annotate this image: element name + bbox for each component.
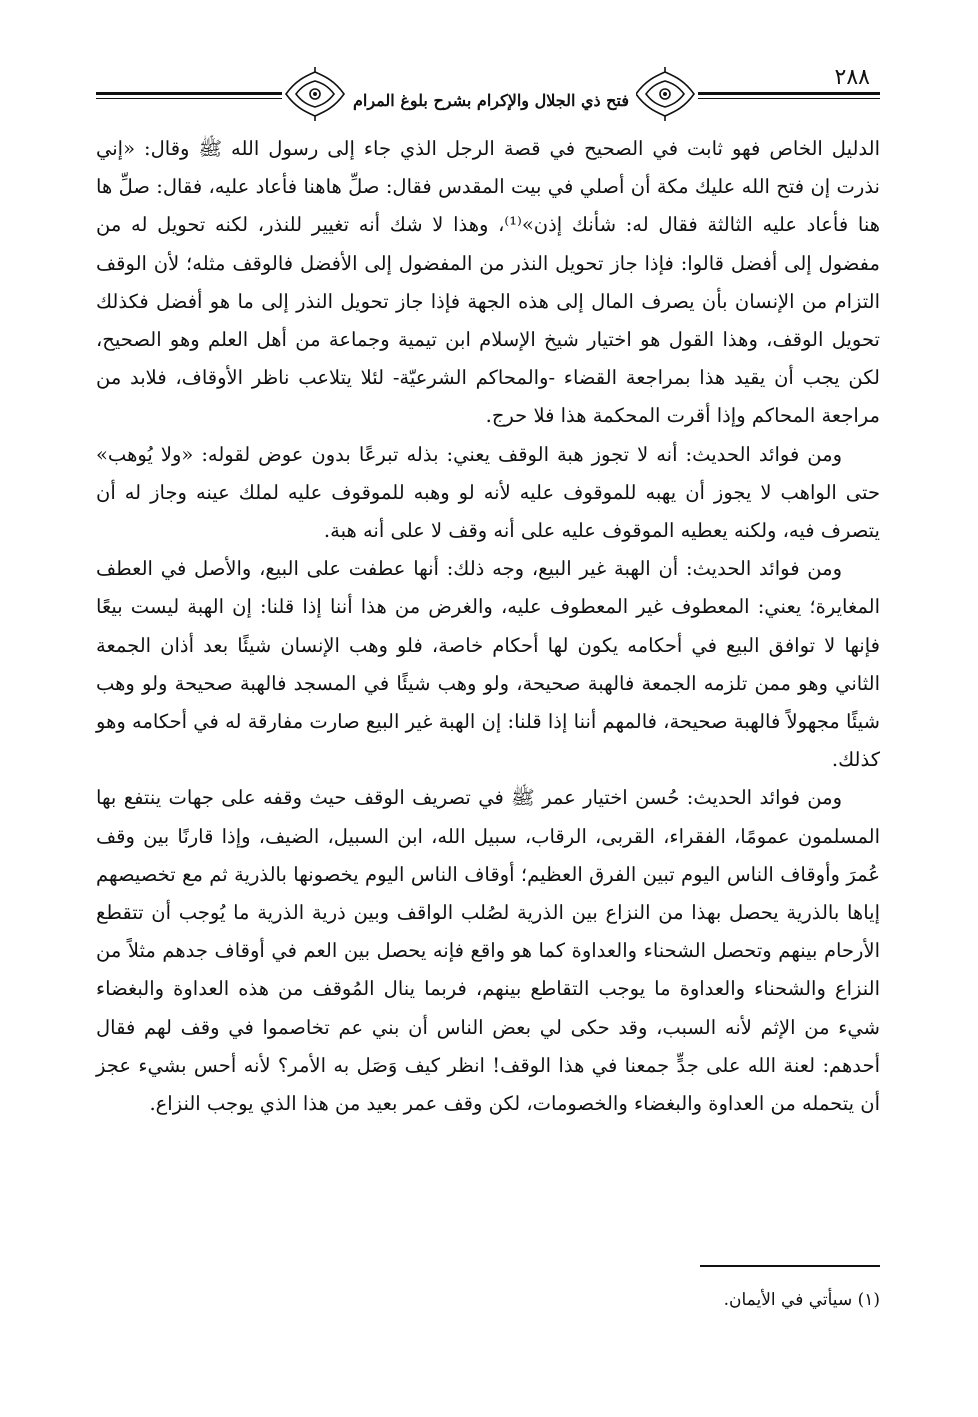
footnote: (١) سيأتي في الأيمان. bbox=[723, 1290, 880, 1310]
ornament-left-icon bbox=[282, 66, 348, 122]
main-text bbox=[96, 130, 880, 1123]
paragraph-2: ومن فوائد الحديث: أنه لا تجوز هبة الوقف يعني: بذله تبرعًا بدون عوض لقوله: «ولا يُوهب» حتى الواهب لا يجوز أن يهبه للموقوف عليه لأنه لو وهبه للموقوف عليه لملك عينه وجاز له أن يتصرف فيه، ولكنه يعطيه الموقوف عليه على أنه وقف لا على أنه هبة. bbox=[96, 442, 880, 543]
page-number: ٢٨٨ bbox=[829, 64, 876, 92]
footnote-divider bbox=[700, 1265, 880, 1267]
ornament-right-icon bbox=[632, 66, 698, 122]
paragraph-4: ومن فوائد الحديث: حُسن اختيار عمر ﷺ في تصريف الوقف حيث وقفه على جهات ينتفع بها المسلمون عمومًا، الفقراء، القربى، الرقاب، سبيل الله، ابن السبيل، الضيف، وإذا قارنًا بين وقف عُمرَ وأوقاف الناس اليوم تبين الفرق العظيم؛ أوقاف الناس اليوم يخصونها بالذرية ثم مع تخصيصهم إياها بالذرية يحصل بهذا من النزاع بين الذرية لصُلب الواقف وبين ذرية الذرية ما يُوجب أن تتقطع الأرحام بينهم وتحصل الشحناء والعداوة كما هو واقع فإنه يحصل بين العم في أوقاف جدهم مثلاً من النزاع والشحناء والعداوة ما يوجب التقاطع بينهم، فربما ينال المُوقف من هذه العداوة والبغضاء شيء من الإثم لأنه السبب، وقد حكى لي بعض الناس أن بني عم تخاصموا في وقف لهم فقال أحدهم: لعنة الله على جدٍّ جمعنا في هذا الوقف! انظر كيف وَصَل به الأمر؟ لأنه أحس بشيء عجز أن يتحمله من العداوة والبغضاء والخصومات، لكن وقف عمر بعيد من هذا الذي يوجب النزاع. bbox=[96, 786, 880, 1116]
paragraph-3: ومن فوائد الحديث: أن الهبة غير البيع، وجه ذلك: أنها عطفت على البيع، والأصل في العطف المغايرة؛ يعني: المعطوف غير المعطوف عليه، والغرض من هذا أننا إذا قلنا: إن الهبة ليست بيعًا فإنها لا توافق البيع في أحكامه يكون لها أحكام خاصة، فلو وهب الإنسان شيئًا بعد أذان الجمعة الثاني وهو ممن تلزمه الجمعة فالهبة صحيحة، ولو وهب شيئًا في المسجد فالهبة صحيحة ولو وهب شيئًا مجهولاً فالهبة صحيحة، فالمهم أننا إذا قلنا: إن الهبة غير البيع صارت مفارقة له في أحكامه وهو كذلك. bbox=[96, 557, 880, 772]
book-title: فتح ذي الجلال والإكرام بشرح بلوغ المرام bbox=[346, 90, 636, 112]
page-header bbox=[96, 60, 880, 126]
paragraph-1: الدليل الخاص فهو ثابت في الصحيح في قصة الرجل الذي جاء إلى رسول الله ﷺ وقال: «إني نذرت إن فتح الله عليك مكة أن أصلي في بيت المقدس فقال: صلِّ هاهنا فأعاد عليه، فقال: صلِّ ها هنا فأعاد عليه الثالثة فقال له: شأنك إذن»⁽¹⁾، وهذا لا شك أنه تغيير للنذر، لكنه تحويل له من مفضول إلى أفضل قالوا: فإذا جاز تحويل النذر من المفضول إلى الأفضل فالوقف مثله؛ لأن الوقف التزام من الإنسان بأن يصرف المال إلى هذه الجهة فإذا جاز تحويل النذر إلى ما هو أفضل فكذلك تحويل الوقف، وهذا القول هو اختيار شيخ الإسلام ابن تيمية وجماعة من أهل العلم وهو الصحيح، لكن يجب أن يقيد هذا بمراجعة القضاء -والمحاكم الشرعيّة- لئلا يتلاعب ناظر الأوقاف، فلابد من مراجعة المحاكم وإذا أقرت المحكمة هذا فلا حرج. bbox=[96, 137, 880, 428]
